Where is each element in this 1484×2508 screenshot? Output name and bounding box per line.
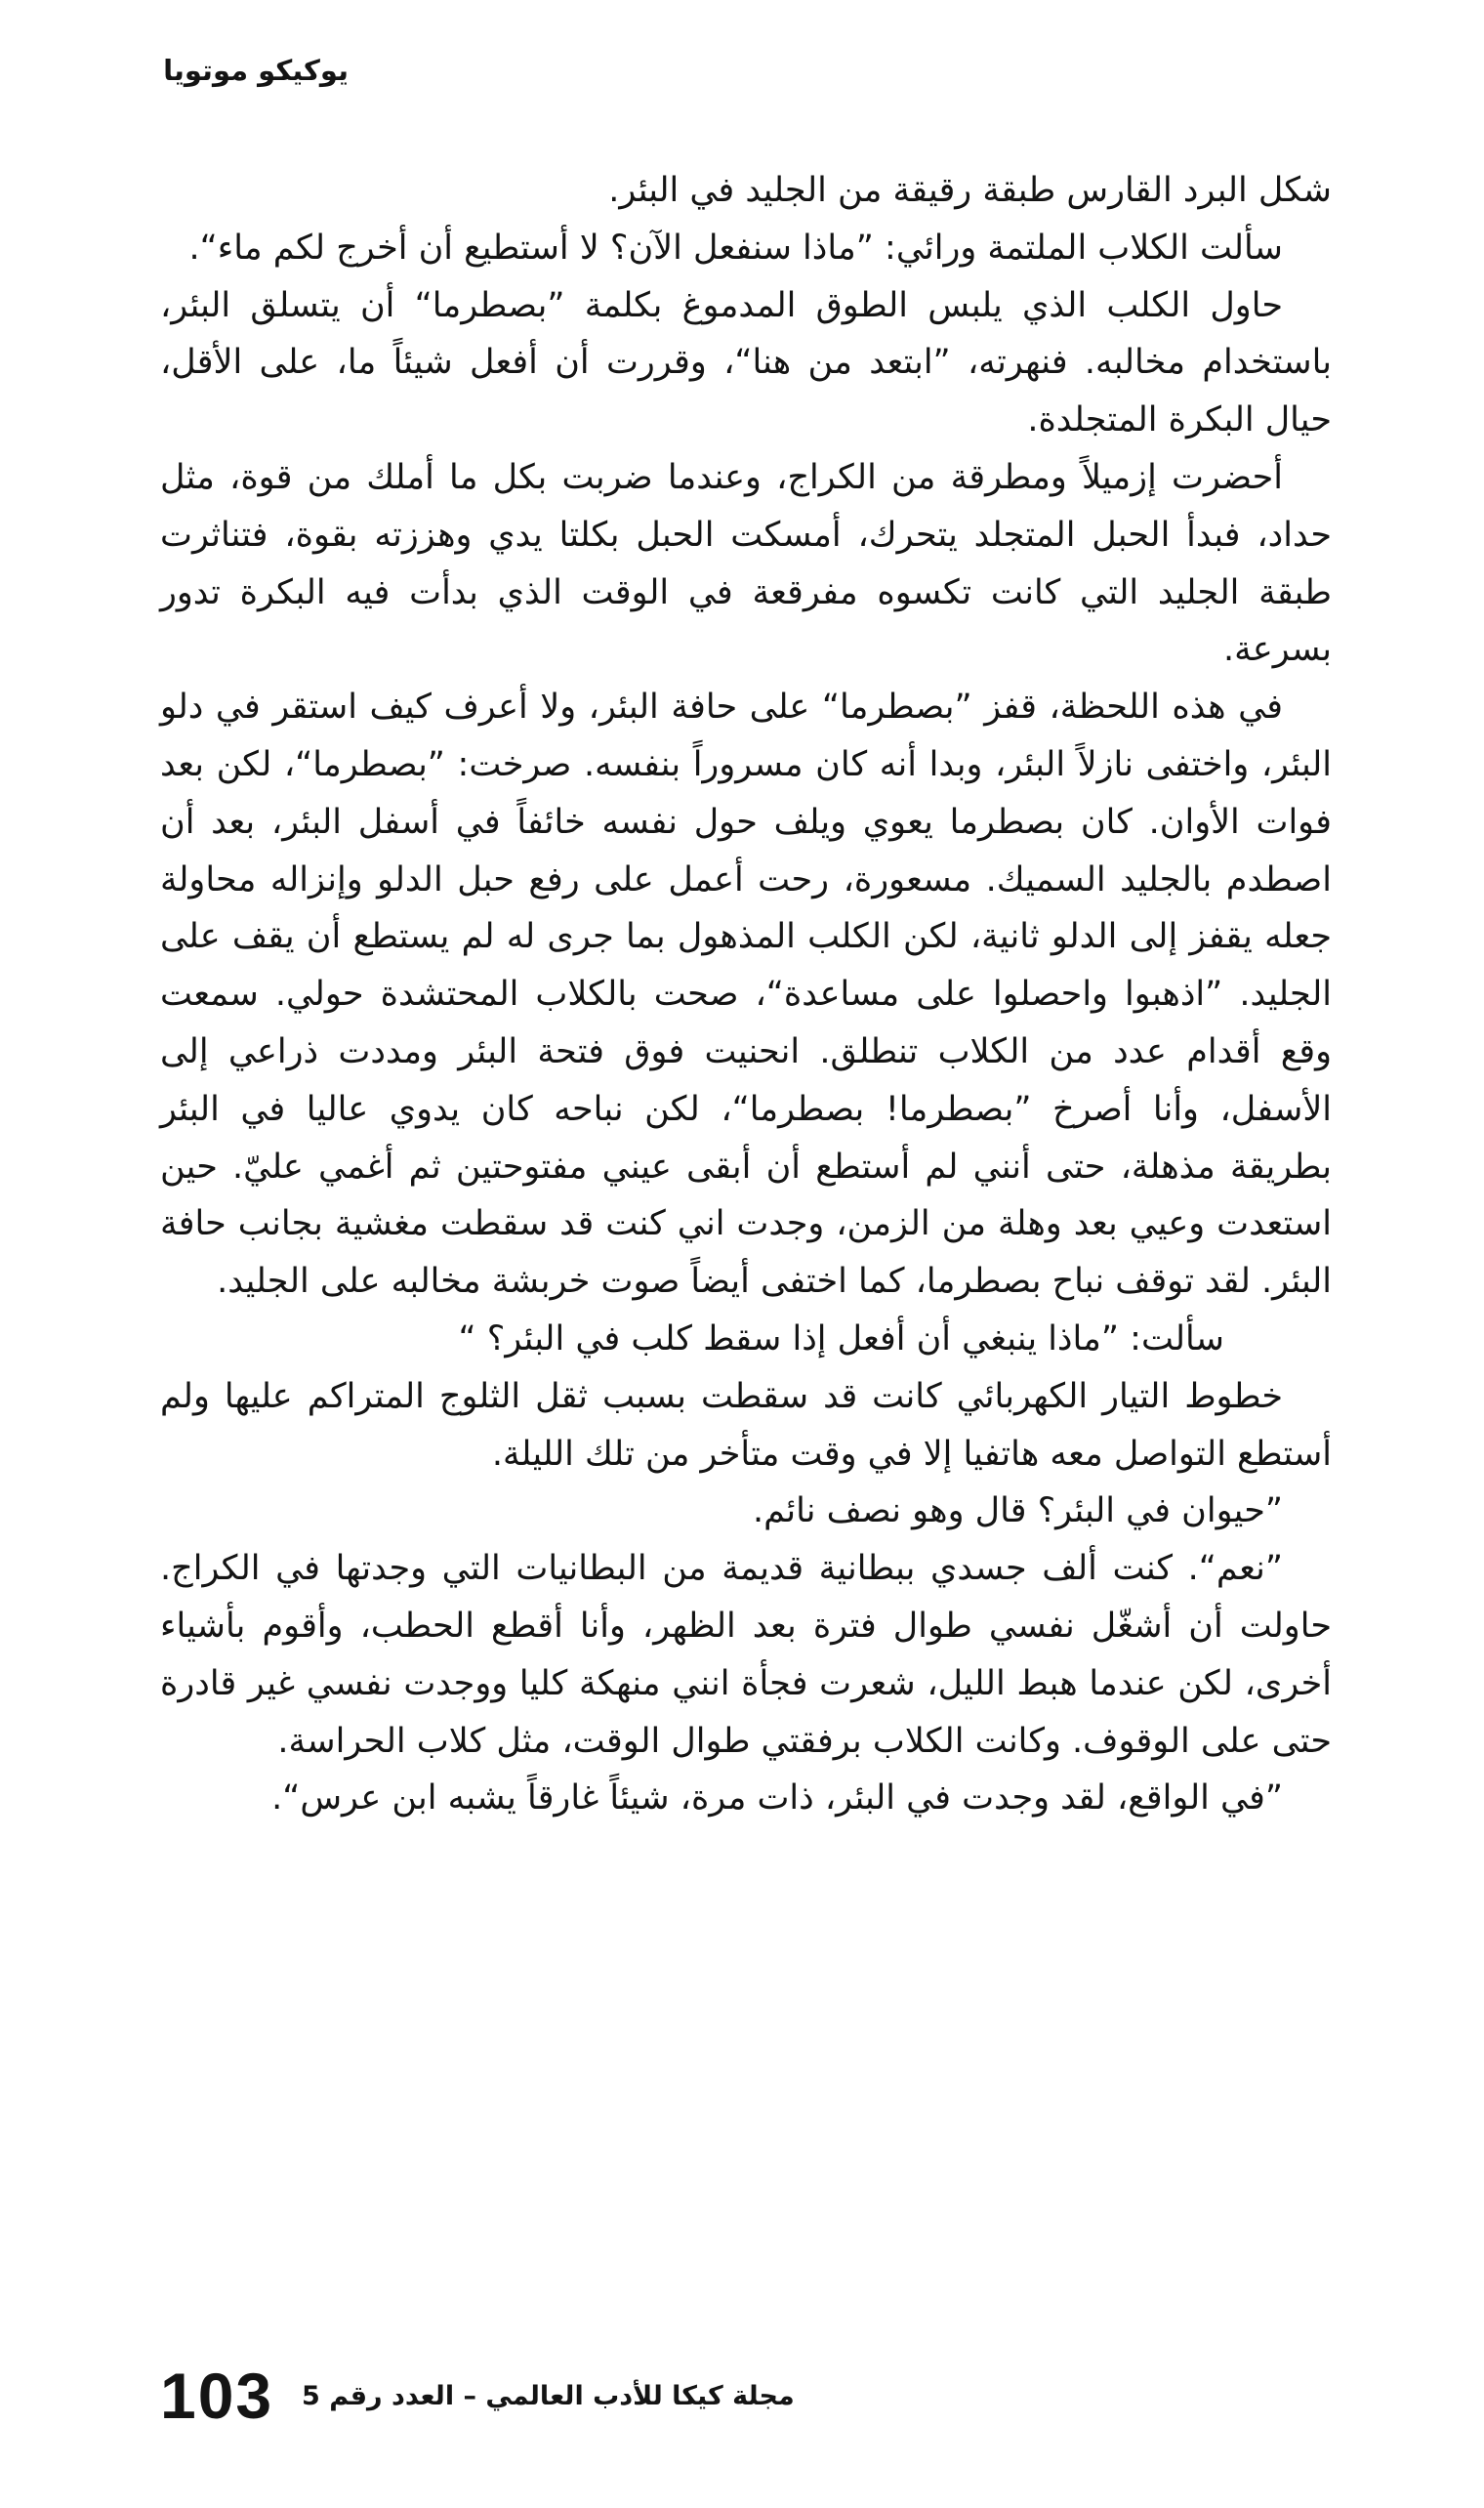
paragraph: سألت الكلاب الملتمة ورائي: ”ماذا سنفعل الآن؟ لا أستطيع أن أخرج لكم ماء“. — [188, 228, 1283, 268]
paragraph: سألت: ”ماذا ينبغي أن أفعل إذا سقط كلب في البئر؟ “ — [458, 1318, 1224, 1358]
paragraph: حاول الكلب الذي يلبس الطوق المدموغ بكلمة ”بصطرما“ أن يتسلق البئر، باستخدام مخالبه. فنهرته، ”ابتعد من هنا“، وقررت أن أفعل شيئاً ما، على الأقل، حيال البكرة المتجلدة. — [160, 285, 1332, 440]
paragraph: خطوط التيار الكهربائي كانت قد سقطت بسبب ثقل الثلوج المتراكم عليها ولم أستطع التواصل معه هاتفيا إلا في وقت متأخر من تلك الليلة. — [160, 1376, 1332, 1474]
journal-title: مجلة كيكا للأدب العالمي – العدد رقم 5 — [302, 2381, 795, 2411]
body-text — [160, 162, 1332, 1827]
page-number: 103 — [160, 2360, 274, 2432]
paragraph: شكل البرد القارس طبقة رقيقة من الجليد في البئر. — [608, 171, 1332, 210]
paragraph: ”نعم“. كنت ألف جسدي ببطانية قديمة من البطانيات التي وجدتها في الكراج. حاولت أن أشغّل نفسي طوال فترة بعد الظهر، وأنا أقطع الحطب، وأقوم بأشياء أخرى، لكن عندما هبط الليل، شعرت فجأة انني منهكة كليا ووجدت نفسي غير قادرة حتى على الوقوف. وكانت الكلاب برفقتي طوال الوقت، مثل كلاب الحراسة. — [160, 1549, 1332, 1761]
paragraph: في هذه اللحظة، قفز ”بصطرما“ على حافة البئر، ولا أعرف كيف استقر في دلو البئر، واختفى نازلاً البئر، وبدا أنه كان مسروراً بنفسه. صرخت: ”بصطرما“، لكن بعد فوات الأوان. كان بصطرما يعوي ويلف حول نفسه خائفاً في أسفل البئر، بعد أن اصطدم بالجليد السميك. مسعورة، رحت أعمل على رفع حبل الدلو وإنزاله محاولة جعله يقفز إلى الدلو ثانية، لكن الكلب المذهول بما جرى له لم يستطع أن يقف على الجليد. ”اذهبوا واحصلوا على مساعدة“، صحت بالكلاب المحتشدة حولي. سمعت وقع أقدام عدد من الكلاب تنطلق. انحنيت فوق فتحة البئر ومددت ذراعي إلى الأسفل، وأنا أصرخ ”بصطرما! بصطرما“، لكن نباحه كان يدوي عاليا في البئر بطريقة مذهلة، حتى أنني لم أستطع أن أبقى عيني مفتوحتين ثم أغمي عليّ. حين استعدت وعيي بعد وهلة من الزمن، وجدت اني كنت قد سقطت مغشية بجانب حافة البئر. لقد توقف نباح بصطرما، كما اختفى أيضاً صوت خربشة مخالبه على الجليد. — [160, 688, 1332, 1302]
paragraph: ”في الواقع، لقد وجدت في البئر، ذات مرة، شيئاً غارقاً يشبه ابن عرس“. — [271, 1778, 1283, 1818]
paragraph: أحضرت إزميلاً ومطرقة من الكراج، وعندما ضربت بكل ما أملك من قوة، مثل حداد، فبدأ الحبل المتجلد يتحرك، أمسكت الحبل بكلتا يدي وهززته بقوة، فتناثرت طبقة الجليد التي كانت تكسوه مفرقعة في الوقت الذي بدأت فيه البكرة تدور بسرعة. — [160, 457, 1332, 670]
running-head-author: يوكيكو موتويا — [163, 54, 349, 87]
page-footer — [160, 2360, 795, 2432]
paragraph: ”حيوان في البئر؟ قال وهو نصف نائم. — [752, 1491, 1283, 1531]
